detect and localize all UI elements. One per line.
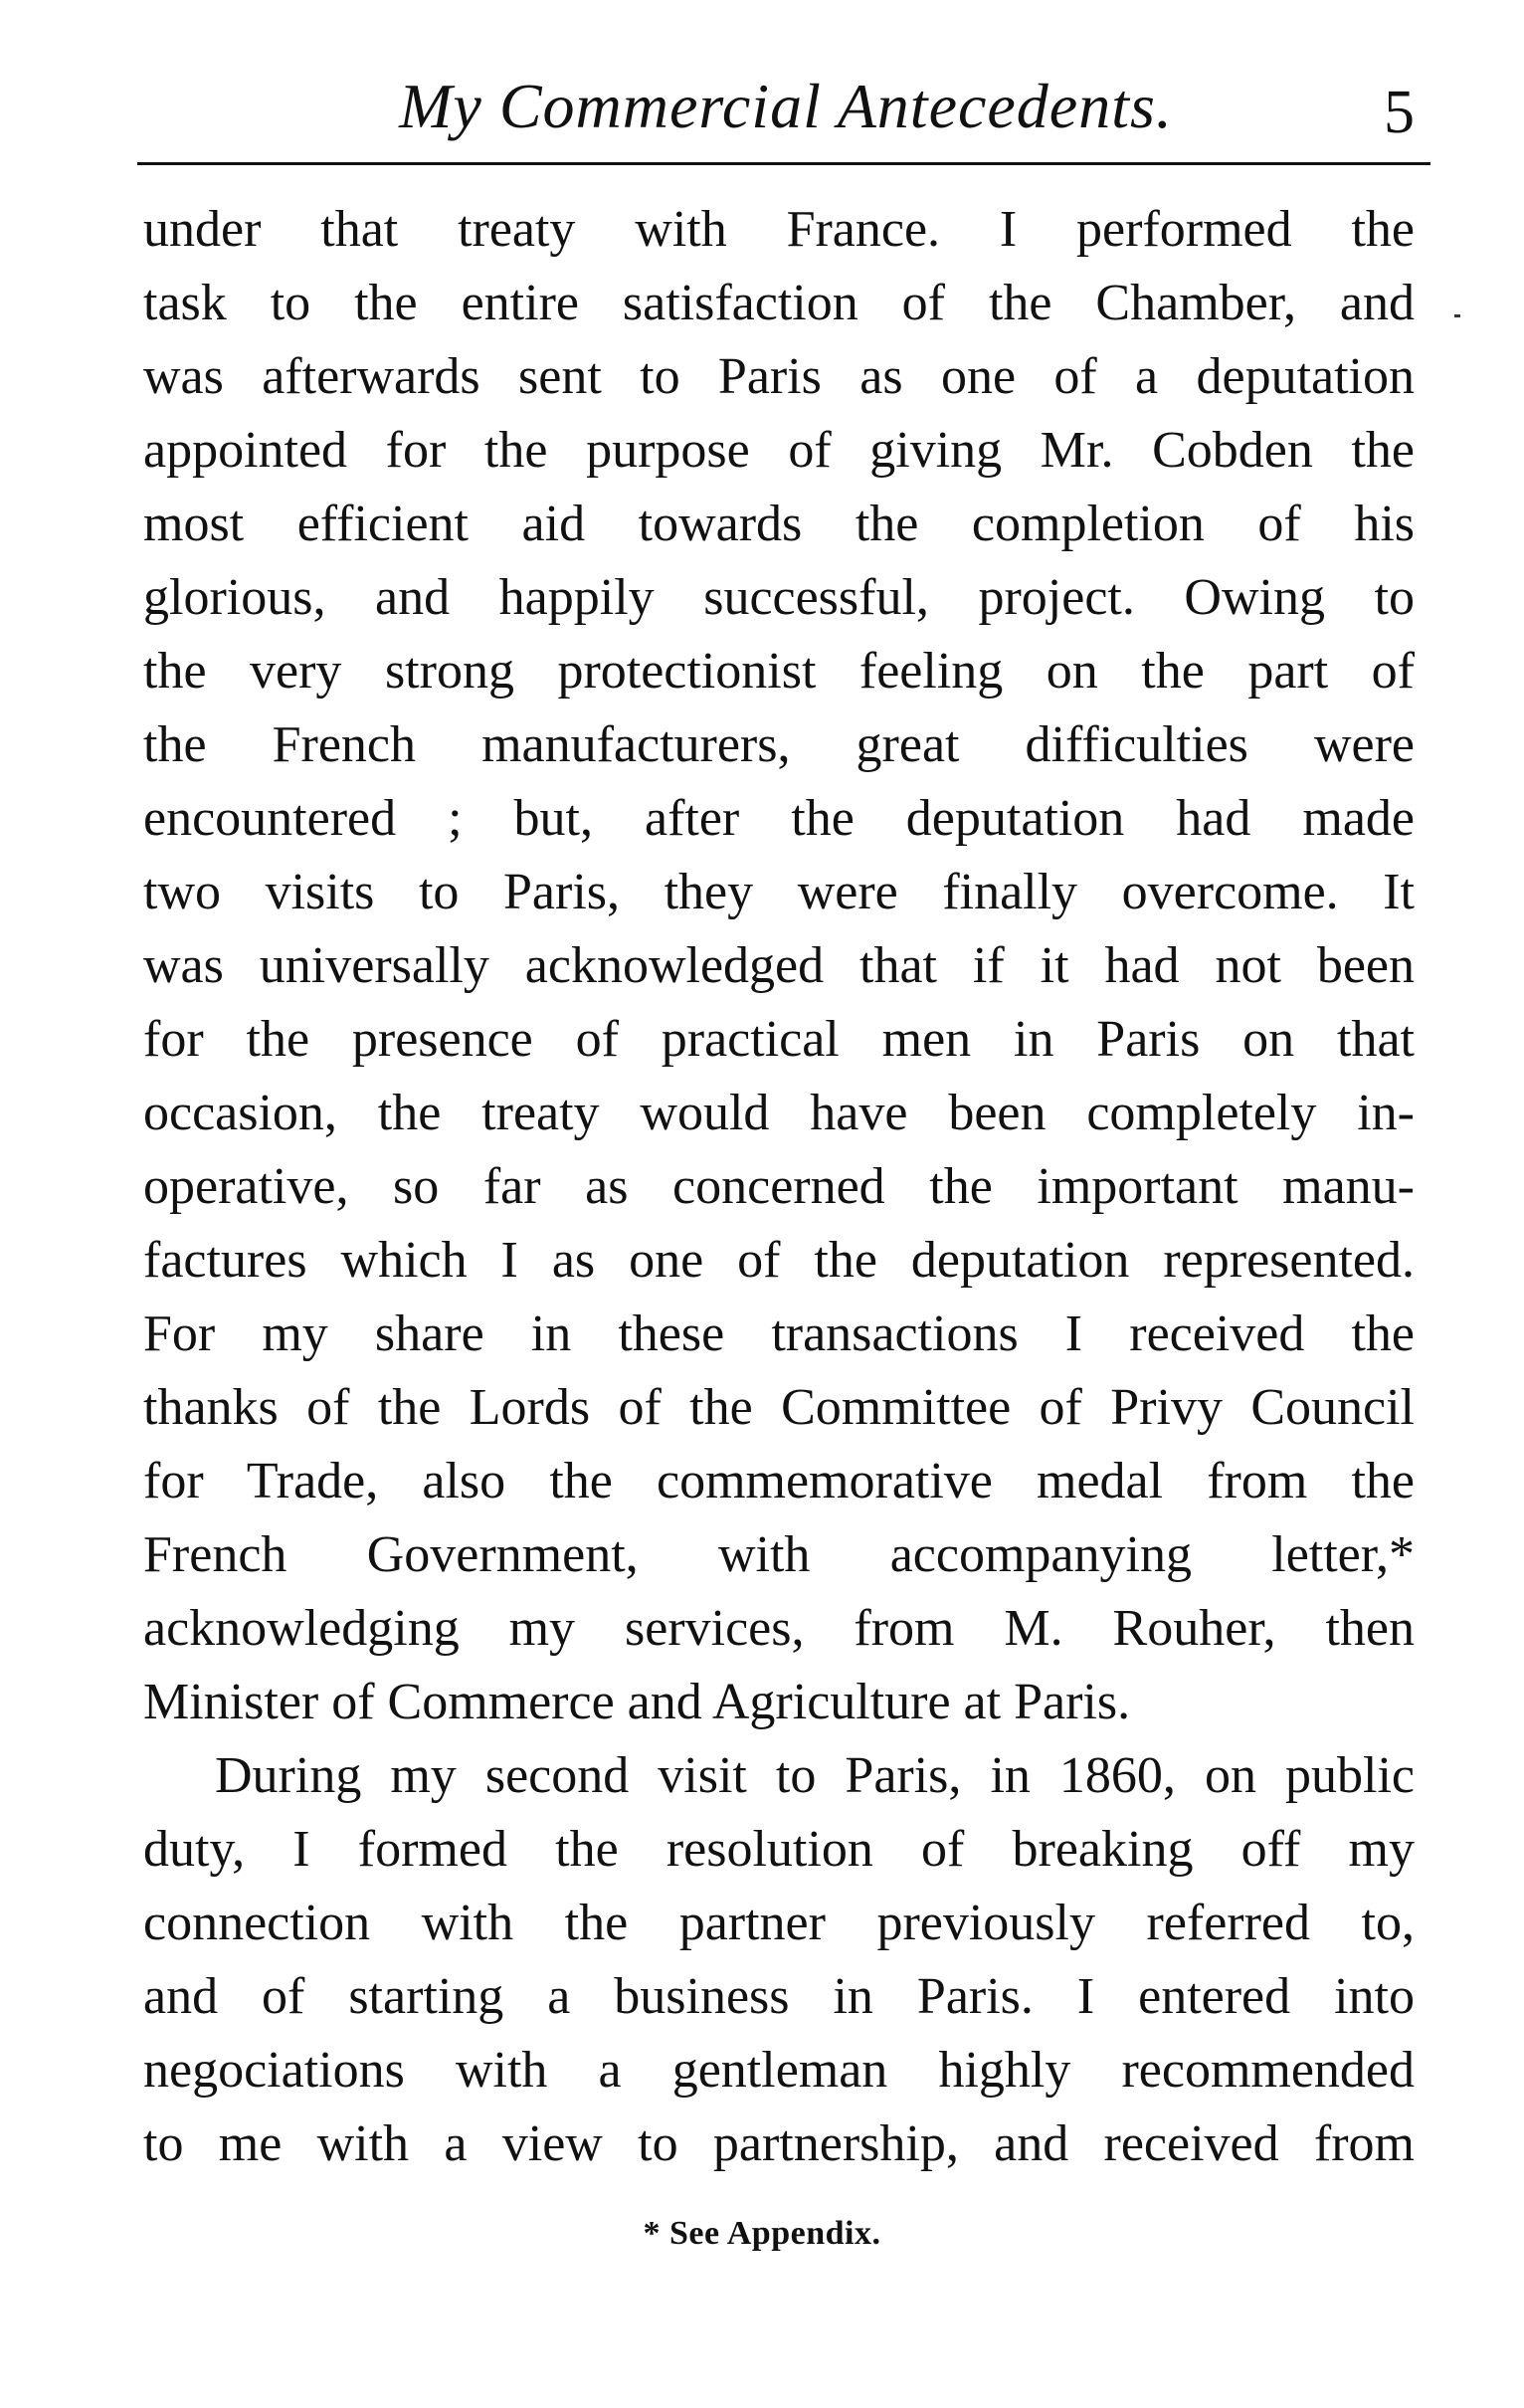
text-line: the very strong protectionist feeling on the part of bbox=[143, 643, 1415, 700]
text-line: for the presence of practical men in Paris on that bbox=[143, 1011, 1415, 1068]
text-line: under that treaty with France. I performed the bbox=[143, 201, 1415, 258]
page-number: 5 bbox=[1384, 79, 1415, 146]
footnote: * See Appendix. bbox=[643, 2215, 881, 2252]
text-line: connection with the partner previously referred to, bbox=[143, 1895, 1415, 1951]
text-line: to me with a view to partnership, and received from bbox=[143, 2115, 1415, 2172]
text-line: encountered ; but, after the deputation had made bbox=[143, 790, 1415, 847]
text-line: operative, so far as concerned the important manu- bbox=[143, 1158, 1415, 1215]
text-line: acknowledging my services, from M. Rouher, then bbox=[143, 1600, 1415, 1657]
text-line: French Government, with accompanying letter,* bbox=[143, 1526, 1415, 1583]
text-line: negociations with a gentleman highly recommended bbox=[143, 2042, 1415, 2099]
text-line: the French manufacturers, great difficulties were bbox=[143, 716, 1415, 773]
text-line: occasion, the treaty would have been completely in- bbox=[143, 1085, 1415, 1141]
text-line: for Trade, also the commemorative medal from the bbox=[143, 1453, 1415, 1509]
text-line: was afterwards sent to Paris as one of a deputation bbox=[143, 348, 1415, 405]
text-line: and of starting a business in Paris. I entered into bbox=[143, 1968, 1415, 2025]
text-line: factures which I as one of the deputation represented. bbox=[143, 1232, 1415, 1289]
page-header bbox=[139, 62, 1432, 161]
text-line: During my second visit to Paris, in 1860, on public bbox=[215, 1747, 1415, 1804]
running-title: My Commercial Antecedents. bbox=[399, 71, 1173, 141]
header-rule bbox=[137, 162, 1430, 165]
text-line: For my share in these transactions I received the bbox=[143, 1305, 1415, 1362]
text-line: most efficient aid towards the completion of his bbox=[143, 496, 1415, 552]
text-line: thanks of the Lords of the Committee of Privy Council bbox=[143, 1379, 1415, 1436]
print-speck bbox=[1454, 314, 1460, 317]
text-line: duty, I formed the resolution of breaking off my bbox=[143, 1821, 1415, 1878]
text-line: was universally acknowledged that if it had not been bbox=[143, 937, 1415, 994]
body-text bbox=[143, 193, 1415, 2181]
text-line: appointed for the purpose of giving Mr. Cobden the bbox=[143, 422, 1415, 479]
text-line: two visits to Paris, they were finally overcome. It bbox=[143, 864, 1415, 920]
text-line: task to the entire satisfaction of the Chamber, and bbox=[143, 275, 1415, 331]
text-line: glorious, and happily successful, project. Owing to bbox=[143, 569, 1415, 626]
text-line: Minister of Commerce and Agriculture at Paris. bbox=[143, 1674, 1131, 1730]
